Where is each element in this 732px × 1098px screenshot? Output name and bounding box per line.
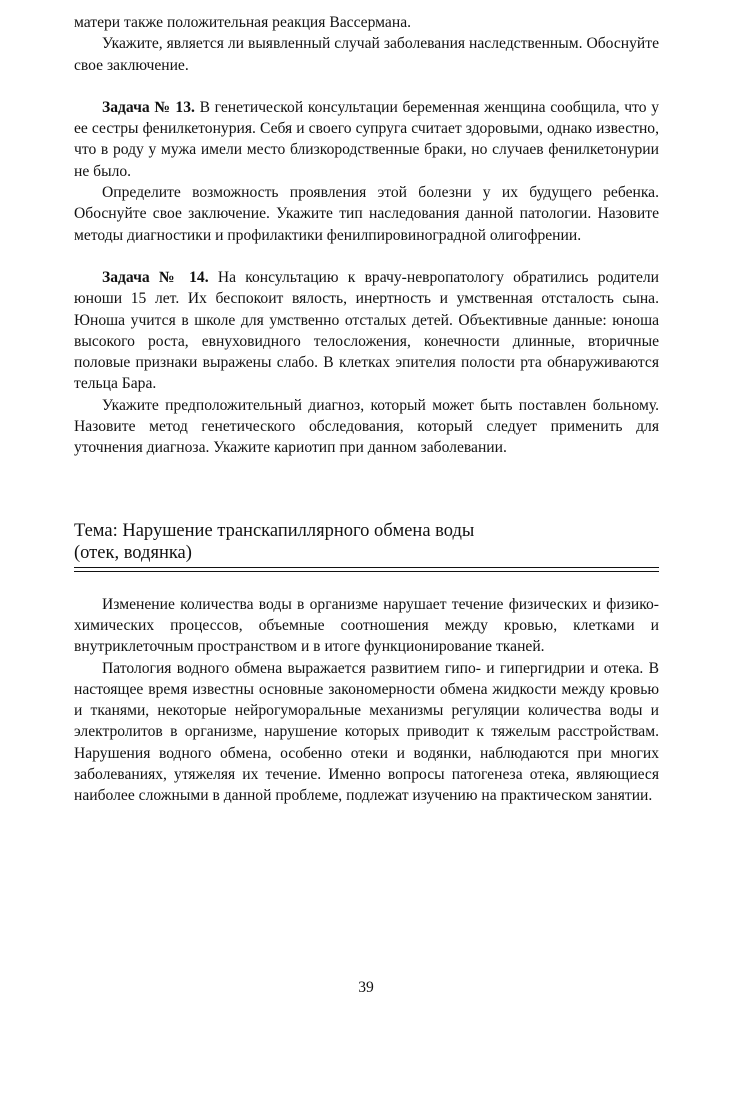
continuation-question: Укажите, является ли выявленный случай заболевания наследственным. Обоснуйте свое заключение. [74,35,659,74]
task-14-text: На консультацию к врачу-невропатологу обратились родители юноши 15 лет. Их беспокоит вялость, инертность и умственная отсталость сына. Юноша учится в школе для умственно отсталых детей. Объективные данные: юноша высокого роста, евнуховидного телосложения, конечности длинные, вторичные половые признаки выражены слабо. В клетках эпителия полости рта обнаруживаются тельца Бара. [74,268,660,393]
spacer [74,76,659,97]
page-number: 39 [358,979,374,996]
continuation-line: матери также положительная реакция Вассермана. [74,14,412,31]
task-13-label: Задача № 13. [102,98,195,116]
heading-rule-thin [74,571,659,572]
topic-heading [74,520,659,564]
task-13-question: Определите возможность проявления этой болезни у их будущего ребенка. Обоснуйте свое заключение. Укажите тип наследования данной патологии. Назовите методы диагностики и профилактики фенилпировиноградной олигофрении. [74,184,659,244]
task-14-paragraph [74,267,659,395]
heading-rule-thick [74,567,659,568]
task-13-paragraph [74,97,659,182]
task-13-text: В генетической консультации беременная женщина сообщила, что у ее сестры фенилкетонурия. Себя и своего супруга считает здоровыми, однако известно, что в роду у мужа имели место близкородственные браки, но случаев фенилкетонурии не было. [74,98,660,180]
task-14-question: Укажите предположительный диагноз, который может быть поставлен больному. Назовите метод генетического обследования, который следует применить для уточнения диагноза. Укажите кариотип при данном заболевании. [74,396,659,457]
task-14-label: Задача № 14. [102,268,209,286]
intro-paragraph-1: Изменение количества воды в организме нарушает течение физических и физико-химических процессов, объемные соотношения между кровью, клетками и внутриклеточным пространством и в итоге функционирование тканей. [74,595,659,656]
document-page [74,12,659,807]
intro-paragraph-2: Патология водного обмена выражается развитием гипо- и гипергидрии и отека. В настоящее время известны основные закономерности обмена жидкости между кровью и тканями, некоторые нейрогуморальные механизмы регуляции количества воды и электролитов в организме, нарушение которых приводит к тяжелым расстройствам. Нарушения водного обмена, особенно отеки и водянки, наблюдаются при многих заболеваниях, утяжеляя их течение. Именно вопросы патогенеза отека, являющиеся наиболее сложными в данной проблеме, подлежат изучению на практическом занятии. [74,659,659,805]
topic-title: Тема: Нарушение транскапиллярного обмена воды [74,520,475,541]
topic-subtitle: (отек, водянка) [74,542,192,563]
spacer [74,246,659,267]
